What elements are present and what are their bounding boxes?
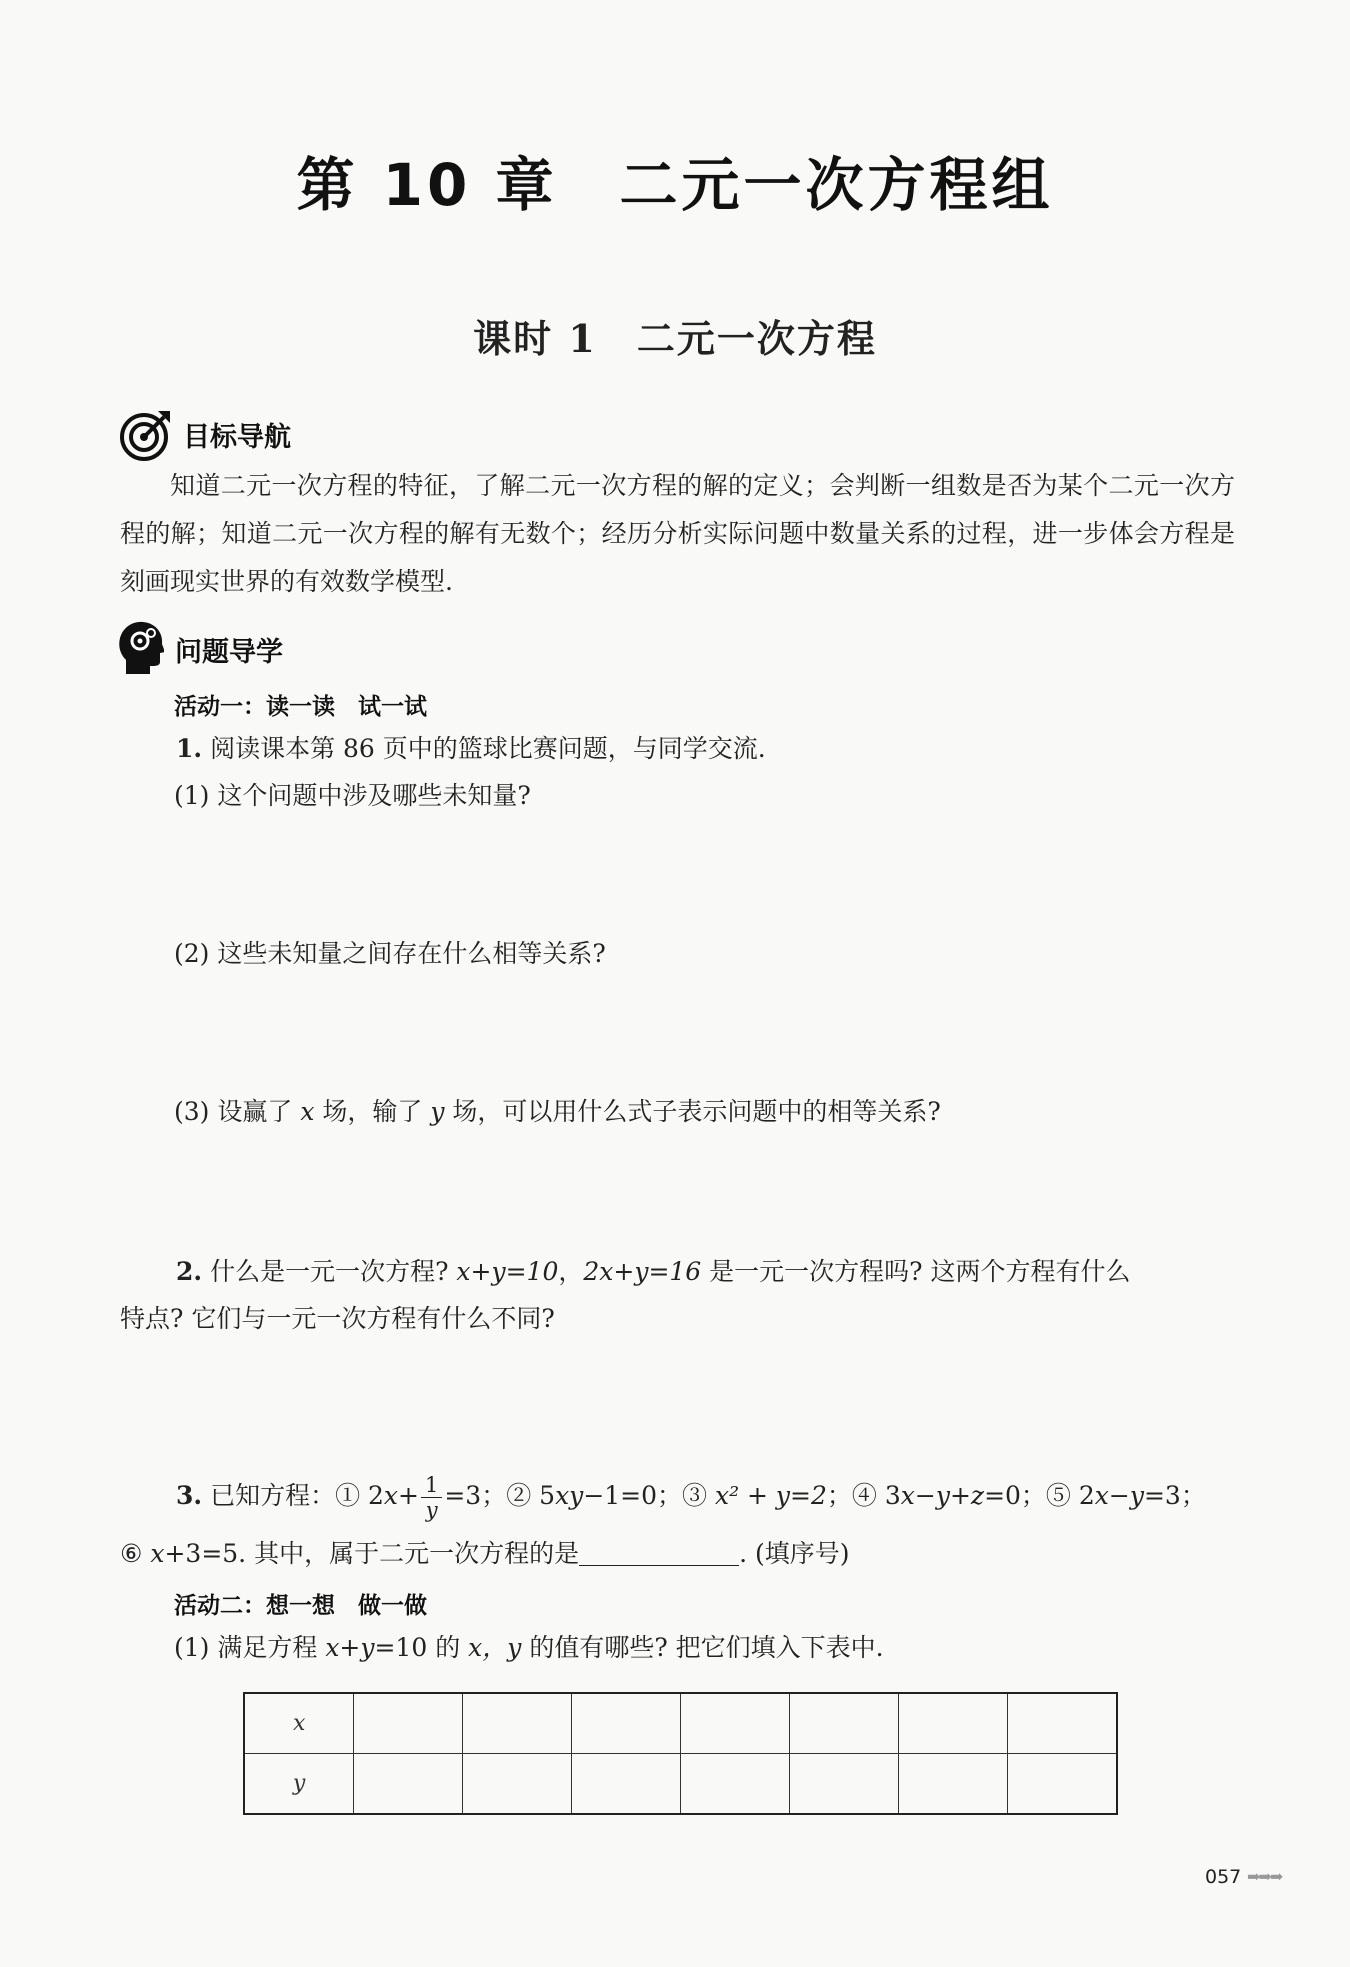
act2-text-a: (1) 满足方程 [174,1633,326,1662]
table-row-x [244,1693,1117,1754]
question-1-sub1: (1) 这个问题中涉及哪些未知量? [174,781,531,810]
q3-eq2-tail: −1=0；③ [583,1481,715,1510]
guide-heading: 问题导学 [175,637,283,668]
goal-heading: 目标导航 [183,422,291,453]
table-cell[interactable] [354,1754,463,1815]
act2-equation: x+y [325,1633,375,1662]
question-2-line2: 特点? 它们与一元一次方程有什么不同? [120,1304,555,1333]
act2-text-c: 的值有哪些? 把它们填入下表中. [521,1633,884,1662]
table-cell[interactable] [681,1754,790,1815]
q3-eq3-tail: ；④ 3 [826,1481,901,1510]
sub3-text-a: (3) 设赢了 [174,1097,301,1126]
q3-eq6: x [150,1539,165,1568]
question-2-line1 [176,1248,1131,1296]
table-cell[interactable] [354,1693,463,1754]
var-y: y [430,1097,445,1126]
thinking-head-icon [118,620,164,680]
fraction-numerator: 1 [421,1473,442,1498]
q3-eq1-var: x [383,1481,399,1510]
table-cell[interactable] [463,1754,572,1815]
xy-value-table [243,1692,1118,1815]
question-1 [176,725,766,773]
table-cell[interactable] [899,1693,1008,1754]
question-1-sub2: (2) 这些未知量之间存在什么相等关系? [174,939,606,968]
table-cell[interactable] [790,1693,899,1754]
question-2-number: 2. [176,1257,203,1286]
q3-line2-a: ⑥ [120,1539,151,1568]
table-cell[interactable] [790,1754,899,1815]
sub3-text-c: 场，可以用什么式子表示问题中的相等关系? [444,1097,941,1126]
row-label-y: y [244,1754,354,1815]
question-3-line2 [120,1530,849,1578]
q2-equation-2: 2x+y=16 [583,1257,702,1286]
q2-separator: ， [558,1257,584,1286]
activity1-title: 活动一：读一读 试一试 [174,694,427,720]
fraction-denominator: y [425,1498,438,1522]
question-1-number: 1. [176,734,203,763]
page-number: 057 [1205,1866,1242,1888]
goal-paragraph: 知道二元一次方程的特征，了解二元一次方程的解的定义；会判断一组数是否为某个二元一次方程的解；知道二元一次方程的解有无数个；经历分析实际问题中数量关系的过程，进一步体会方程是刻画现实世界的有效数学模型. [120,471,1235,596]
table-row-y [244,1754,1117,1815]
table-cell[interactable] [1008,1754,1117,1815]
act2-vars: x，y [468,1633,522,1662]
table-cell[interactable] [1008,1693,1117,1754]
act2-text-b: =10 的 [374,1633,469,1662]
table-cell[interactable] [572,1693,681,1754]
q2-text-b: 是一元一次方程吗? 这两个方程有什么 [701,1257,1131,1286]
q3-line2-b: +3=5. 其中，属于二元一次方程的是 [164,1539,580,1568]
question-1-sub3 [174,1088,941,1136]
answer-blank[interactable] [579,1540,739,1566]
table-cell[interactable] [572,1754,681,1815]
row-label-x: x [244,1693,354,1754]
question-3-number: 3. [176,1481,203,1510]
q3-line2-c: . (填序号) [739,1539,850,1568]
question-1-text: 阅读课本第 86 页中的篮球比赛问题，与同学交流. [210,734,766,763]
target-icon [118,407,174,467]
q2-equation-1: x+y=10 [456,1257,559,1286]
chapter-title: 第 10 章 二元一次方程组 [296,151,1054,219]
fraction-1-over-y [421,1473,442,1522]
table-cell[interactable] [681,1693,790,1754]
q3-lead: 已知方程：① 2 [210,1481,384,1510]
q3-eq1-tail: =3；② 5 [444,1481,556,1510]
q2-text-a: 什么是一元一次方程? [210,1257,457,1286]
page-arrows-icon: ➡➡➡ [1247,1867,1282,1886]
activity2-title: 活动二：想一想 做一做 [174,1593,427,1619]
sub3-text-b: 场，输了 [314,1097,431,1126]
lesson-title: 课时 1 二元一次方程 [473,316,877,361]
question-3-line1 [176,1466,1206,1526]
var-x: x [300,1097,315,1126]
table-cell[interactable] [463,1693,572,1754]
table-cell[interactable] [899,1754,1008,1815]
q3-eq3: x² + y=2 [714,1481,827,1510]
q3-eq4: x−y+z [900,1481,985,1510]
q3-eq5-tail: =3； [1143,1481,1206,1510]
q3-eq1-plus: + [398,1481,419,1510]
q3-eq4-tail: =0；⑤ 2 [984,1481,1095,1510]
q3-eq5: x−y [1094,1481,1144,1510]
q3-eq2: xy [555,1481,584,1510]
activity2-sub1 [174,1624,884,1672]
